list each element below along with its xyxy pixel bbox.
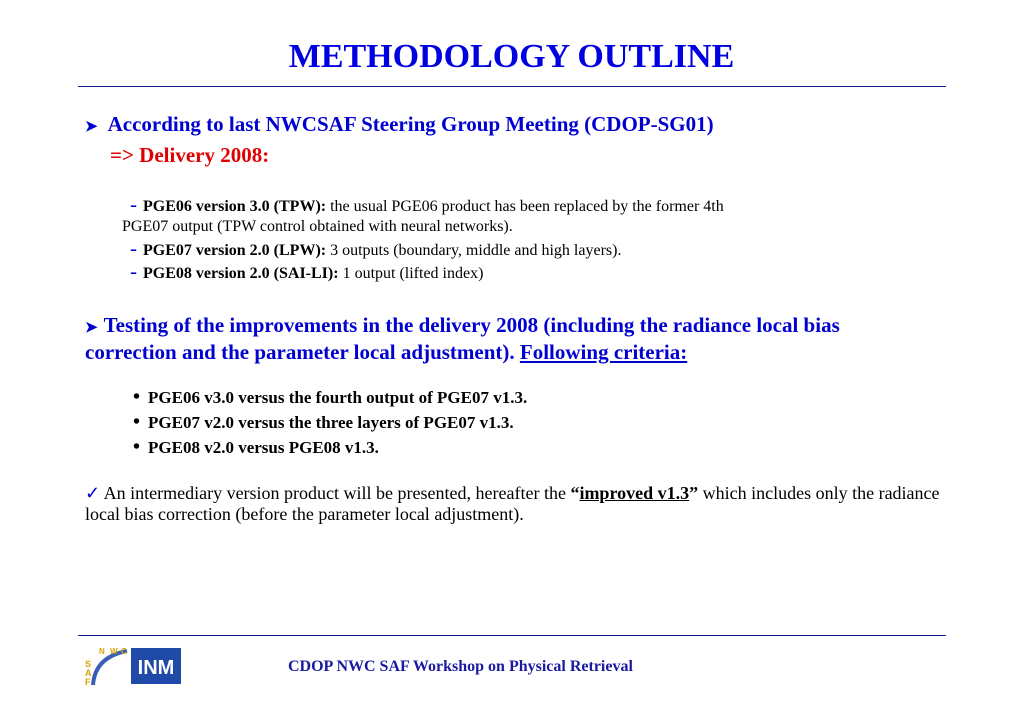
sub-item-pge06-text: the usual PGE06 product has been replaced by the former 4th	[326, 198, 724, 215]
saf-letter: A	[85, 668, 92, 678]
footer-divider	[78, 635, 946, 636]
sub-item-pge07-text: 3 outputs (boundary, middle and high layers).	[326, 242, 622, 259]
dash-bullet-icon: -	[130, 236, 137, 260]
criteria-item-text: PGE08 v2.0 versus PGE08 v1.3.	[148, 438, 379, 457]
bullet-2	[85, 313, 925, 364]
bullet-1-text: According to last NWCSAF Steering Group Meeting (CDOP-SG01)	[107, 112, 714, 136]
inm-logo	[131, 648, 181, 684]
arrow-bullet-icon: ➤	[85, 119, 98, 135]
sub-item-pge06-cont: PGE07 output (TPW control obtained with neural networks).	[122, 218, 513, 235]
note-emphasis: improved v1.3	[579, 483, 690, 503]
sub-item-pge07-bold: PGE07 version 2.0 (LPW):	[143, 242, 327, 259]
criteria-label: Following criteria:	[519, 340, 688, 364]
note-quote-close: ”	[689, 483, 699, 503]
sub-item-pge06	[130, 192, 724, 217]
criteria-item-text: PGE07 v2.0 versus the three layers of PGE07 v1.3.	[148, 413, 514, 432]
footer-text: CDOP NWC SAF Workshop on Physical Retrieval	[288, 658, 633, 675]
sub-item-pge06-bold: PGE06 version 3.0 (TPW):	[143, 198, 327, 215]
criteria-item	[133, 411, 514, 434]
nwc-saf-logo	[83, 645, 131, 689]
note-quote-open: “	[570, 483, 580, 503]
criteria-item-text: PGE06 v3.0 versus the fourth output of PGE07 v1.3.	[148, 388, 528, 407]
sub-item-pge08-text: 1 output (lifted index)	[338, 265, 484, 282]
slide-title: METHODOLOGY OUTLINE	[288, 38, 735, 75]
dot-bullet-icon: •	[133, 386, 141, 408]
inm-logo-text: INM	[137, 657, 175, 679]
saf-letter: F	[85, 677, 91, 687]
dash-bullet-icon: -	[130, 192, 137, 216]
bullet-1	[85, 112, 714, 137]
sub-item-pge08-bold: PGE08 version 2.0 (SAI-LI):	[143, 265, 339, 282]
nwc-letter: W	[110, 647, 118, 656]
nwc-letter: C	[121, 647, 127, 656]
dot-bullet-icon: •	[133, 436, 141, 458]
dot-bullet-icon: •	[133, 411, 141, 433]
delivery-heading: => Delivery 2008:	[110, 143, 270, 167]
dash-bullet-icon: -	[130, 259, 137, 283]
bullet-2-text: Testing of the improvements in the delivery 2008 (including the radiance local bias correction and the parameter local adjustment).	[85, 313, 840, 364]
note-text-after: which includes only the radiance local bias correction (before the parameter local adjustment).	[85, 483, 940, 524]
saf-letter: S	[85, 659, 92, 669]
note-text-before: An intermediary version product will be presented, hereafter the	[103, 483, 571, 503]
note-paragraph	[85, 483, 955, 525]
nwc-letter: N	[99, 647, 105, 656]
title-divider	[78, 86, 946, 87]
checkmark-icon: ✓	[85, 483, 101, 503]
criteria-item	[133, 436, 379, 459]
sub-item-pge07	[130, 236, 621, 261]
sub-item-pge08	[130, 259, 483, 284]
criteria-item	[133, 386, 527, 409]
arrow-bullet-icon: ➤	[85, 320, 98, 336]
